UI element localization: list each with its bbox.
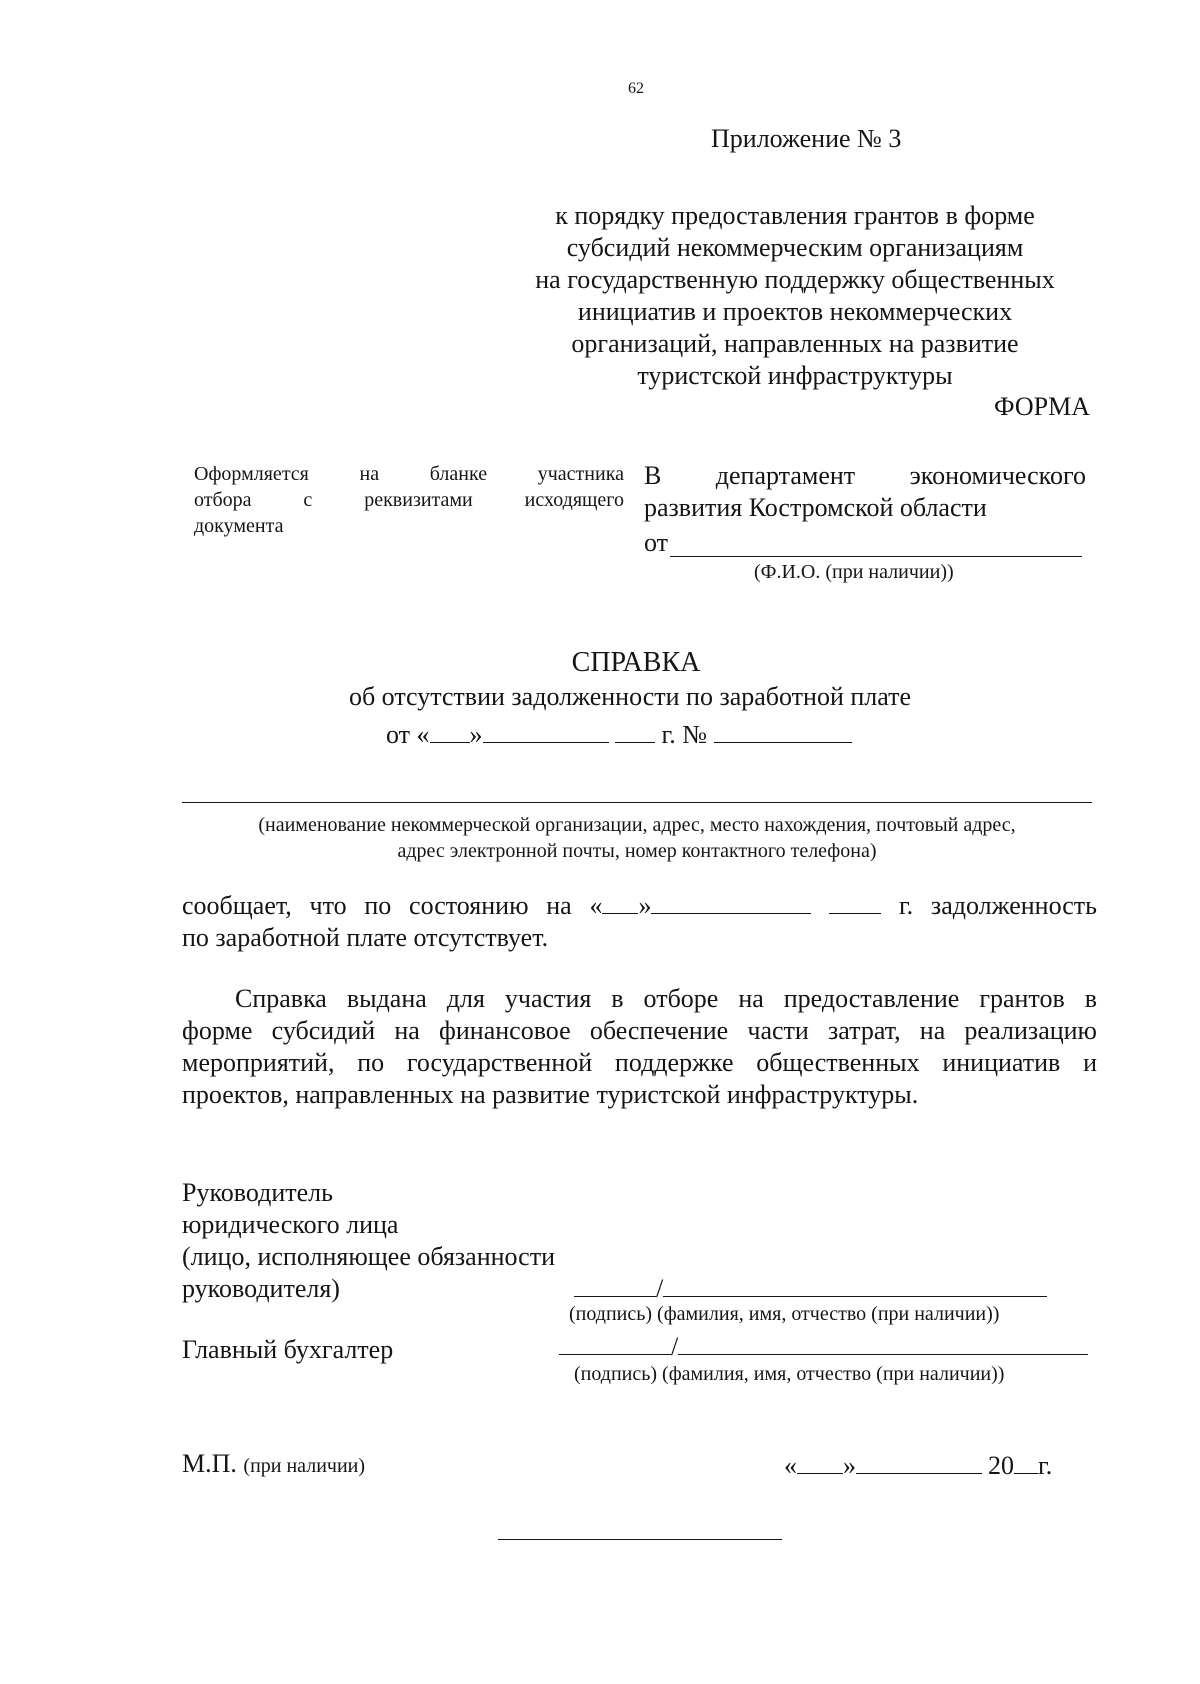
appendix-title: Приложение № 3 [711,124,902,153]
year-field[interactable] [615,716,655,743]
date-close-quote: » [843,1451,856,1480]
stamp-label [182,1449,365,1479]
appendix-reference-line: к порядку предоставления грантов в форме [555,201,1035,230]
month-field[interactable] [483,716,609,743]
purpose-paragraph [182,983,1097,1111]
purpose-line: Справка выдана для участия в отборе на предоставление грантов в [235,984,1097,1013]
reports-month-field[interactable] [651,887,811,914]
accountant-signature-caption: (подпись) (фамилия, имя, отчество (при наличии)) [574,1363,1005,1385]
year-suffix: г. [1038,1451,1053,1480]
head-label-line: юридического лица [182,1210,399,1239]
appendix-reference-line: инициатив и проектов некоммерческих [577,297,1013,326]
certificate-subtitle: об отсутствии задолженности по заработной плате [348,682,912,711]
header-note [194,461,624,539]
reports-suffix: г. задолженность [898,891,1097,920]
head-label-line: (лицо, исполняющее обязанности [182,1242,556,1271]
end-divider [498,1538,782,1540]
accountant-signature-field[interactable] [559,1328,671,1355]
sign-year-field[interactable] [1014,1447,1038,1474]
appendix-reference [500,200,1090,392]
header-note-line: отбора с реквизитами исходящего [194,489,624,511]
appendix-reference-line: субсидий некоммерческим организациям [566,233,1024,262]
purpose-line: мероприятий, по государственной поддержке общественных инициатив и [182,1048,1097,1077]
head-label-line: Руководитель [182,1178,333,1207]
date-open-quote: « [784,1451,797,1480]
organization-caption-line: (наименование некоммерческой организации, адрес, место нахождения, почтовый адрес, [258,814,1016,836]
header-note-line: Оформляется на бланке участника [194,463,624,485]
organization-caption-line: адрес электронной почты, номер контактного телефона) [397,840,877,862]
header-note-line: документа [194,515,284,537]
recipient-line: развития Костромской области [644,493,987,522]
form-label: ФОРМА [994,392,1090,421]
head-signature-field[interactable] [574,1270,656,1297]
date-mid: » [469,720,483,749]
purpose-line: форме субсидий на финансовое обеспечение части затрат, на реализацию [182,1016,1097,1045]
certificate-title: СПРАВКА [571,647,701,678]
recipient-line: В департамент экономического [644,461,1086,490]
recipient-from-label: от [644,528,669,557]
stamp-abbreviation: М.П. [182,1449,237,1478]
organization-name-field[interactable] [182,780,1092,803]
accountant-label: Главный бухгалтер [182,1335,394,1364]
page-number: 62 [628,80,644,97]
recipient-block [644,460,1086,524]
stamp-note: (при наличии) [243,1455,366,1477]
signature-slash: / [671,1332,679,1361]
appendix-reference-line: туристской инфраструктуры [637,361,953,390]
purpose-line: проектов, направленных на развитие туристской инфраструктуры. [182,1080,919,1109]
certificate-date-line [386,716,852,750]
head-signature-label [182,1177,555,1305]
day-field[interactable] [430,716,470,743]
year-prefix: 20 [988,1451,1014,1480]
reports-mid: » [638,891,652,920]
reports-line [182,887,1097,922]
recipient-caption: (Ф.И.О. (при наличии)) [754,561,954,583]
head-signature-fields [574,1270,1047,1304]
reports-day-field[interactable] [602,887,638,914]
reports-prefix: сообщает, что по состоянию на « [182,891,603,920]
accountant-signature-fields [559,1328,1088,1362]
head-signature-caption: (подпись) (фамилия, имя, отчество (при наличии)) [569,1303,1000,1325]
recipient-name-field[interactable] [670,532,1082,557]
date-year-label: г. № [661,720,708,749]
appendix-reference-line: организаций, направленных на развитие [571,329,1019,358]
reports-line: по заработной плате отсутствует. [182,923,549,952]
sign-month-field[interactable] [856,1447,982,1474]
accountant-fullname-field[interactable] [678,1328,1088,1355]
appendix-reference-line: на государственную поддержку общественных [535,265,1055,294]
head-fullname-field[interactable] [663,1270,1047,1297]
number-field[interactable] [714,716,852,743]
organization-caption [182,812,1092,864]
head-label-line: руководителя) [182,1274,340,1303]
reports-year-field[interactable] [829,887,881,914]
date-prefix: от « [386,720,430,749]
sign-day-field[interactable] [797,1447,843,1474]
signature-date [784,1447,1052,1481]
signature-slash: / [656,1274,664,1303]
reports-paragraph [182,887,1097,954]
